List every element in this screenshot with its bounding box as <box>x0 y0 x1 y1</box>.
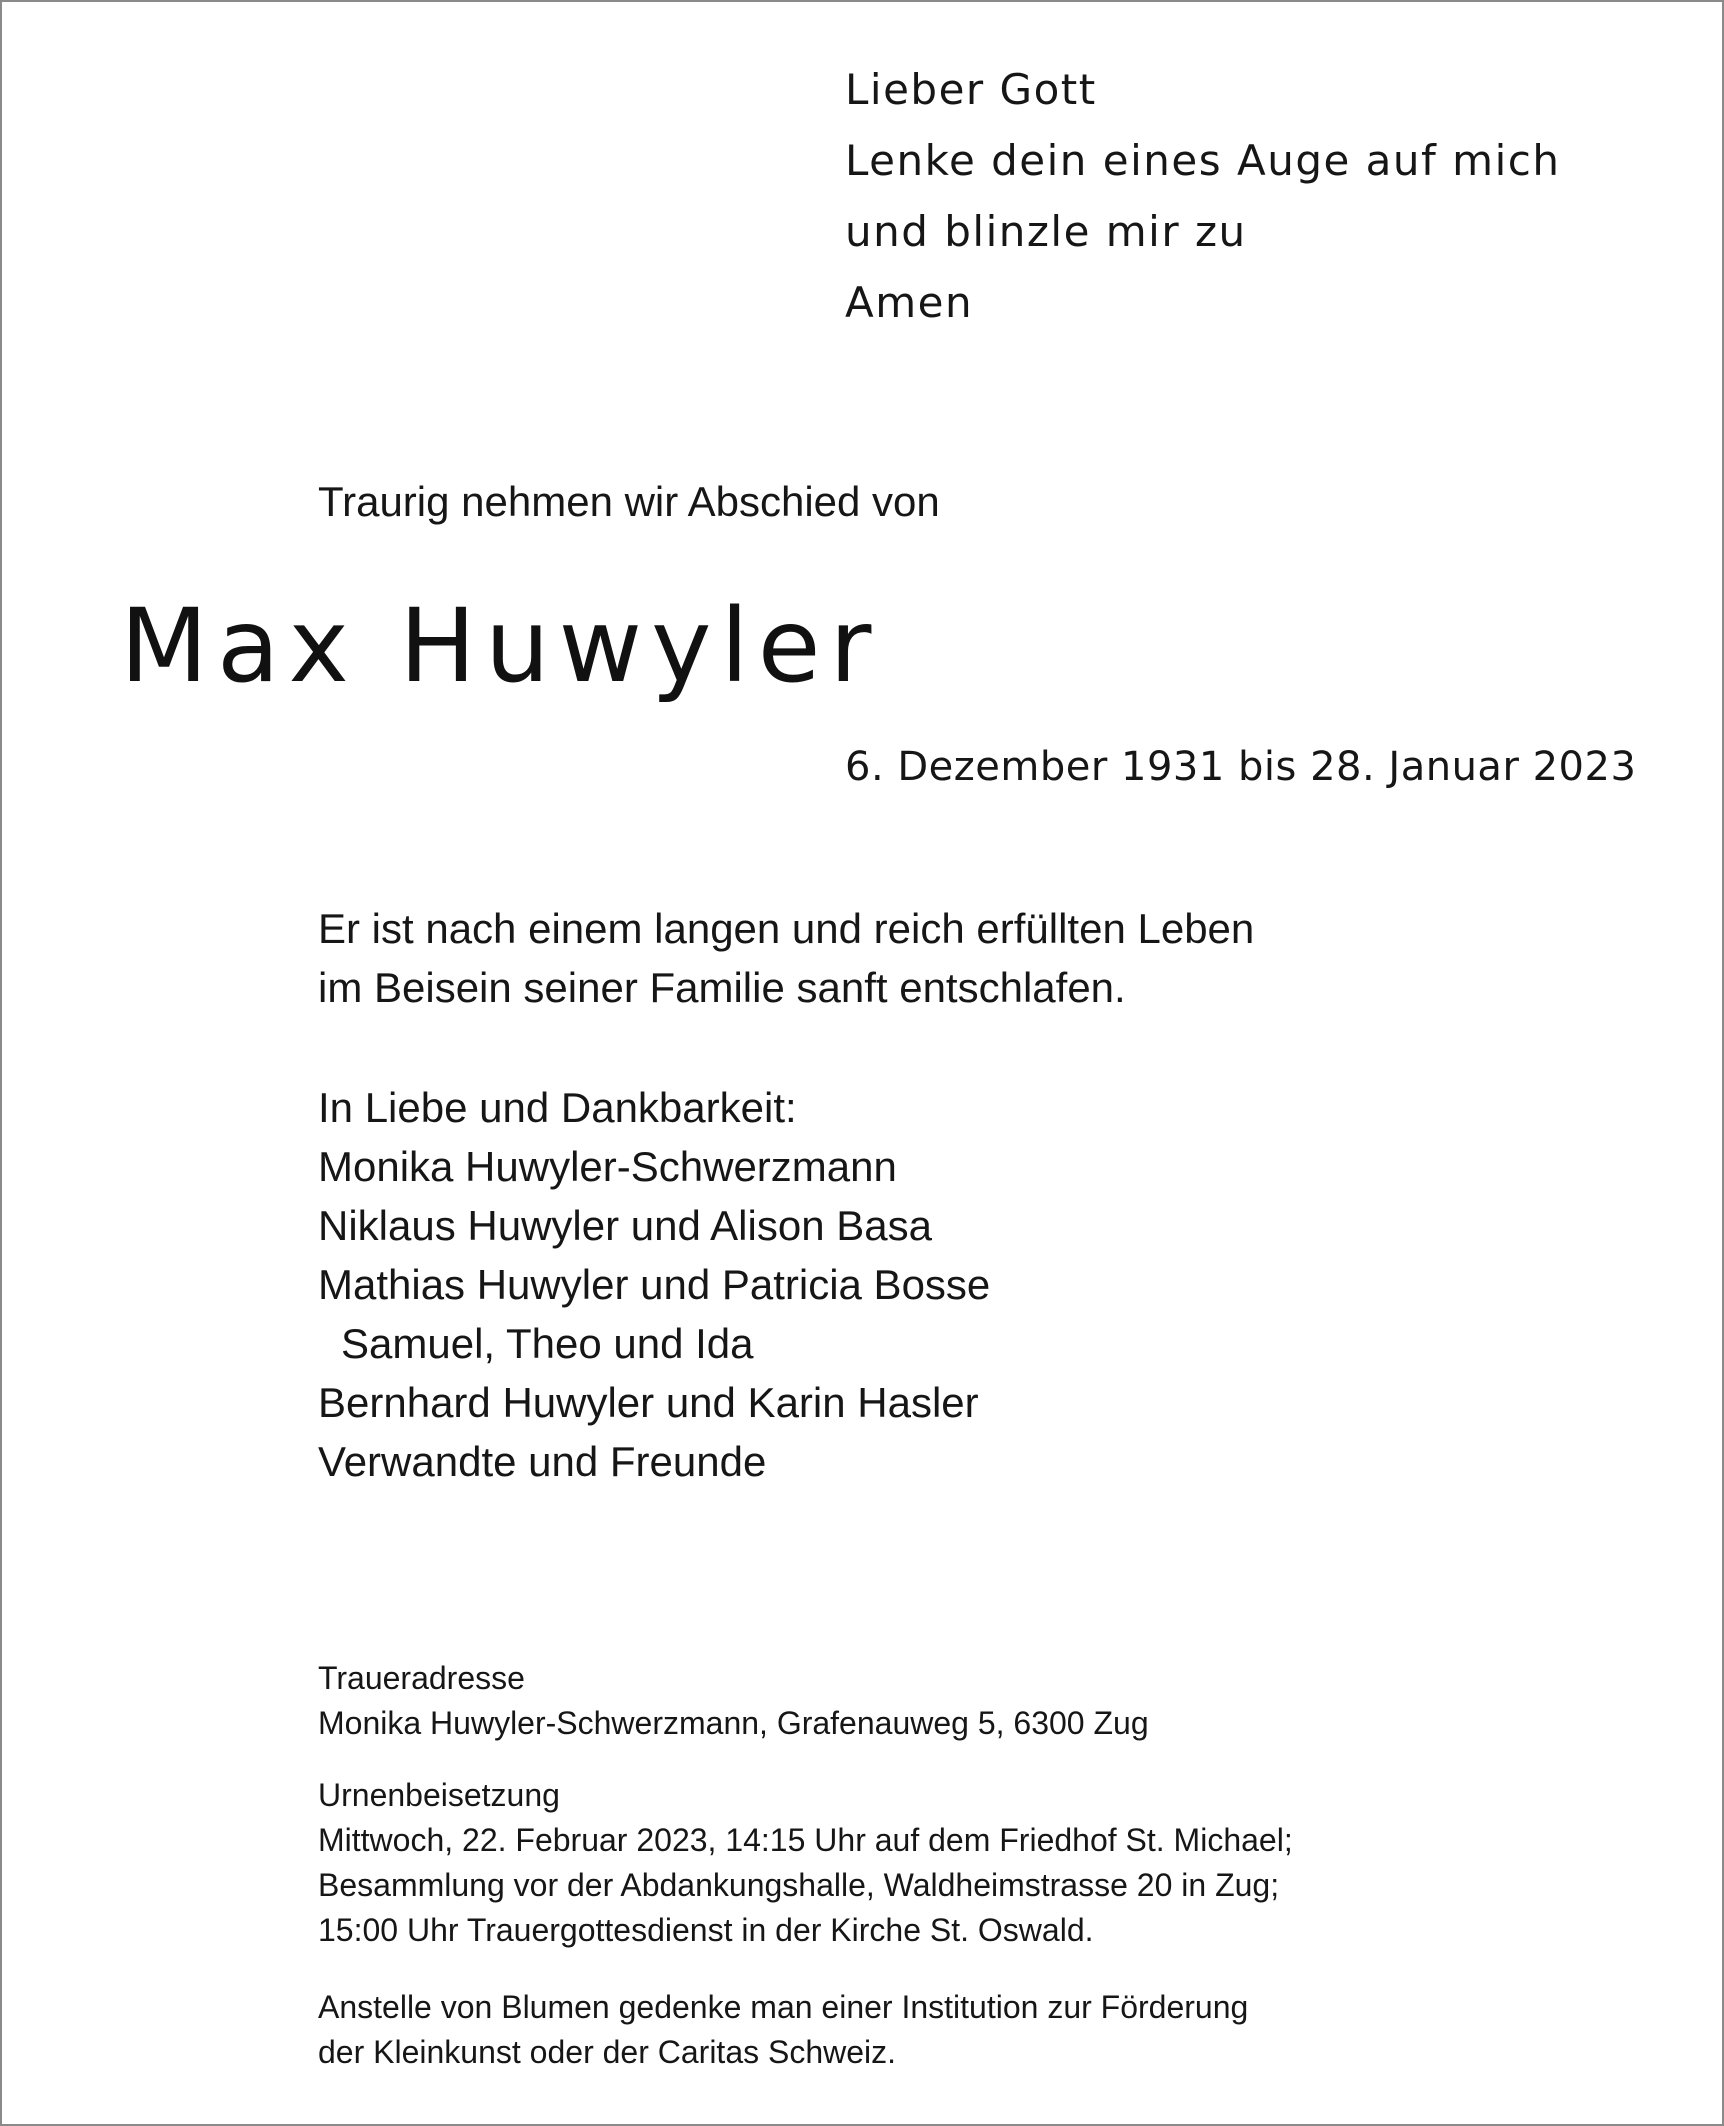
family-member: Mathias Huwyler und Patricia Bosse <box>318 1261 991 1308</box>
donation-line: Anstelle von Blumen gedenke man einer Institution zur Förderung <box>318 1989 1249 2025</box>
donation-line: der Kleinkunst oder der Caritas Schweiz. <box>318 2034 897 2070</box>
main-message <box>318 899 1254 1017</box>
life-dates: 6. Dezember 1931 bis 28. Januar 2023 <box>845 744 1637 790</box>
donation-note <box>318 1985 1248 2075</box>
family-member: Niklaus Huwyler und Alison Basa <box>318 1202 932 1249</box>
motto-line: Lieber Gott <box>845 65 1097 114</box>
motto-line: Lenke dein eines Auge auf mich <box>845 136 1561 185</box>
urn-burial-heading: Urnenbeisetzung <box>318 1777 560 1813</box>
urn-burial-line: Mittwoch, 22. Februar 2023, 14:15 Uhr auf dem Friedhof St. Michael; <box>318 1822 1293 1858</box>
message-line: Er ist nach einem langen und reich erfüllten Leben <box>318 905 1255 952</box>
mourning-address-heading: Traueradresse <box>318 1660 525 1696</box>
mourning-address-section <box>318 1656 1149 1746</box>
message-line: im Beisein seiner Familie sanft entschlafen. <box>318 964 1126 1011</box>
family-member-grandchildren: Samuel, Theo und Ida <box>341 1320 754 1367</box>
urn-burial-section <box>318 1773 1293 1953</box>
urn-burial-line: 15:00 Uhr Trauergottesdienst in der Kirche St. Oswald. <box>318 1912 1094 1948</box>
family-member: Verwandte und Freunde <box>318 1438 767 1485</box>
motto-line: und blinzle mir zu <box>845 207 1247 256</box>
intro-text: Traurig nehmen wir Abschied von <box>318 478 940 525</box>
family-heading: In Liebe und Dankbarkeit: <box>318 1084 797 1131</box>
family-member: Bernhard Huwyler und Karin Hasler <box>318 1379 979 1426</box>
mourning-address-text: Monika Huwyler-Schwerzmann, Grafenauweg 5, 6300 Zug <box>318 1705 1149 1741</box>
motto-line: Amen <box>845 278 974 327</box>
motto-verse <box>845 54 1560 338</box>
family-list <box>318 1078 990 1491</box>
family-member: Monika Huwyler-Schwerzmann <box>318 1143 897 1190</box>
deceased-name: Max Huwyler <box>120 587 881 706</box>
urn-burial-line: Besammlung vor der Abdankungshalle, Waldheimstrasse 20 in Zug; <box>318 1867 1280 1903</box>
